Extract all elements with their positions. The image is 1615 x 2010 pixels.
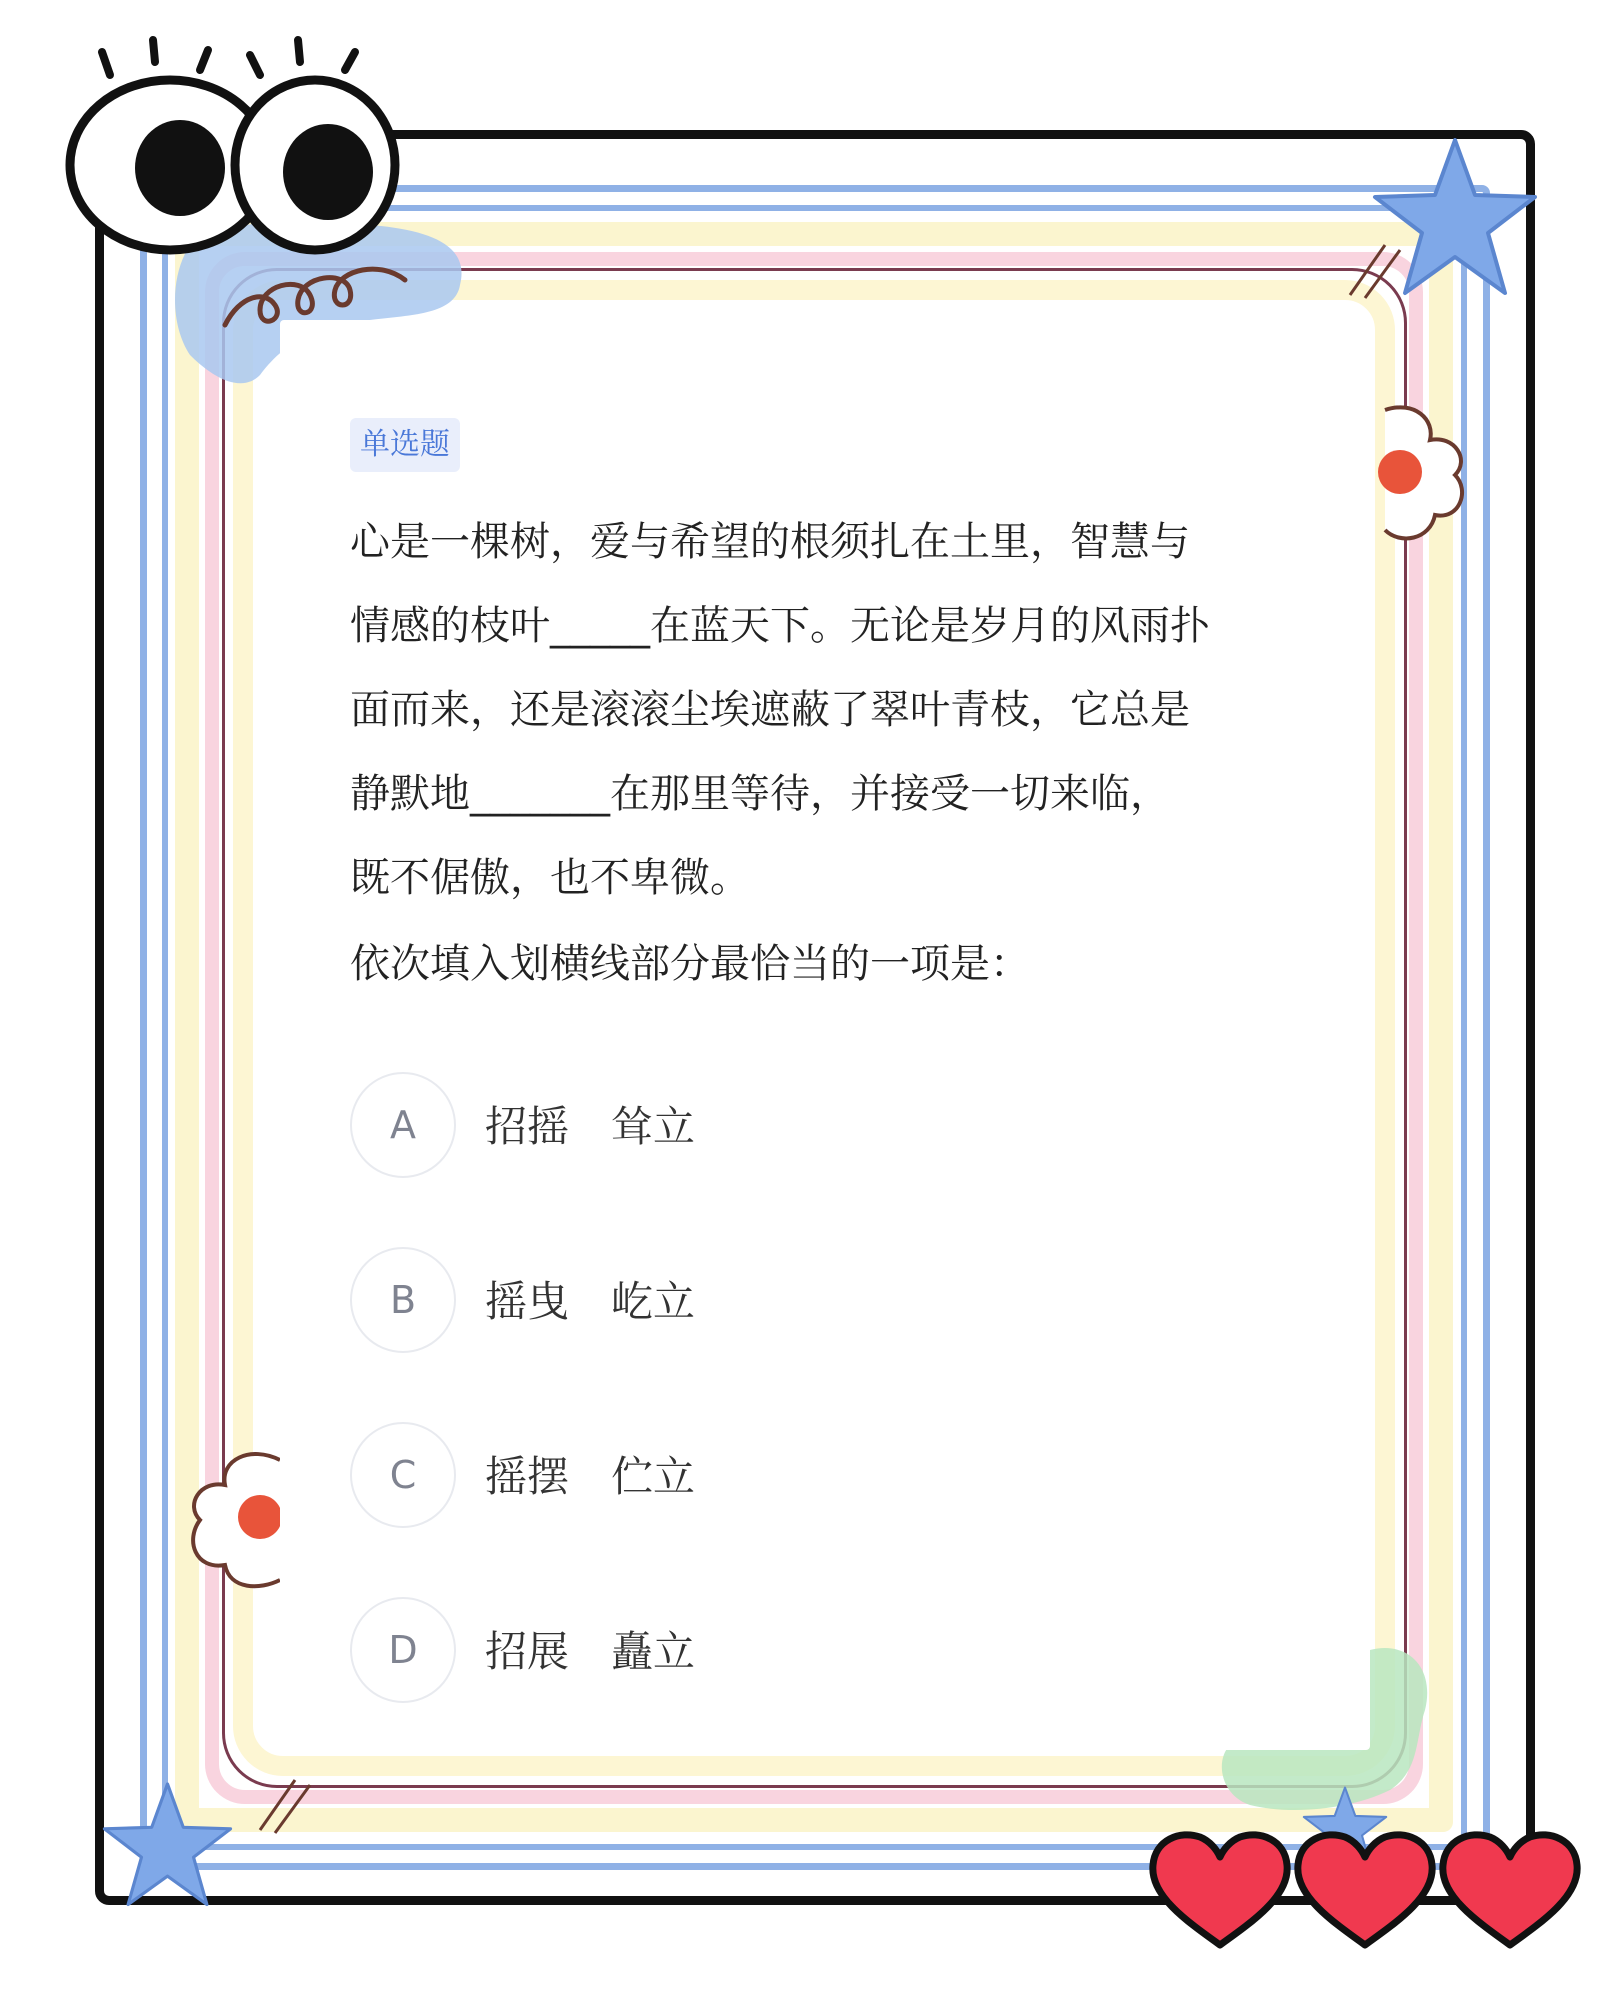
option-text: 招摇 耸立 [485,1102,696,1151]
hearts-group [1145,1825,1595,1955]
option-d[interactable] [350,1597,1150,1707]
question-type-badge: 单选题 [350,418,460,472]
heart-icon [1443,1835,1577,1945]
cartoon-eyes-icon [50,40,410,260]
option-letter-circle[interactable]: A [350,1072,456,1178]
option-text: 招展 矗立 [485,1627,696,1676]
option-b[interactable] [350,1247,1150,1357]
option-letter-circle[interactable]: B [350,1247,456,1353]
doodle-lines [1345,240,1405,300]
question-line: 既不倨傲，也不卑微。 [350,855,750,901]
option-text: 摇摆 伫立 [485,1452,696,1501]
flower-icon [1375,400,1475,550]
option-letter-circle[interactable]: D [350,1597,456,1703]
question-line: 心是一棵树，爱与希望的根须扎在土里，智慧与 [350,519,1190,565]
option-letter-circle[interactable]: C [350,1422,456,1528]
doodle-lines [255,1775,315,1835]
question-instruction: 依次填入划横线部分最恰当的一项是： [350,941,1030,987]
question-text [350,500,1310,920]
option-c[interactable] [350,1422,1150,1532]
heart-icon [1298,1835,1432,1945]
option-text: 摇曳 屹立 [485,1277,696,1326]
option-a[interactable] [350,1072,1150,1182]
star-icon [100,1780,235,1910]
question-line: 情感的枝叶_____在蓝天下。无论是岁月的风雨扑 [350,603,1210,649]
question-line: 面而来，还是滚滚尘埃遮蔽了翠叶青枝，它总是 [350,687,1190,733]
heart-icon [1153,1835,1287,1945]
flower-icon [180,1445,290,1595]
question-line: 静默地_______在那里等待，并接受一切来临， [350,771,1170,817]
